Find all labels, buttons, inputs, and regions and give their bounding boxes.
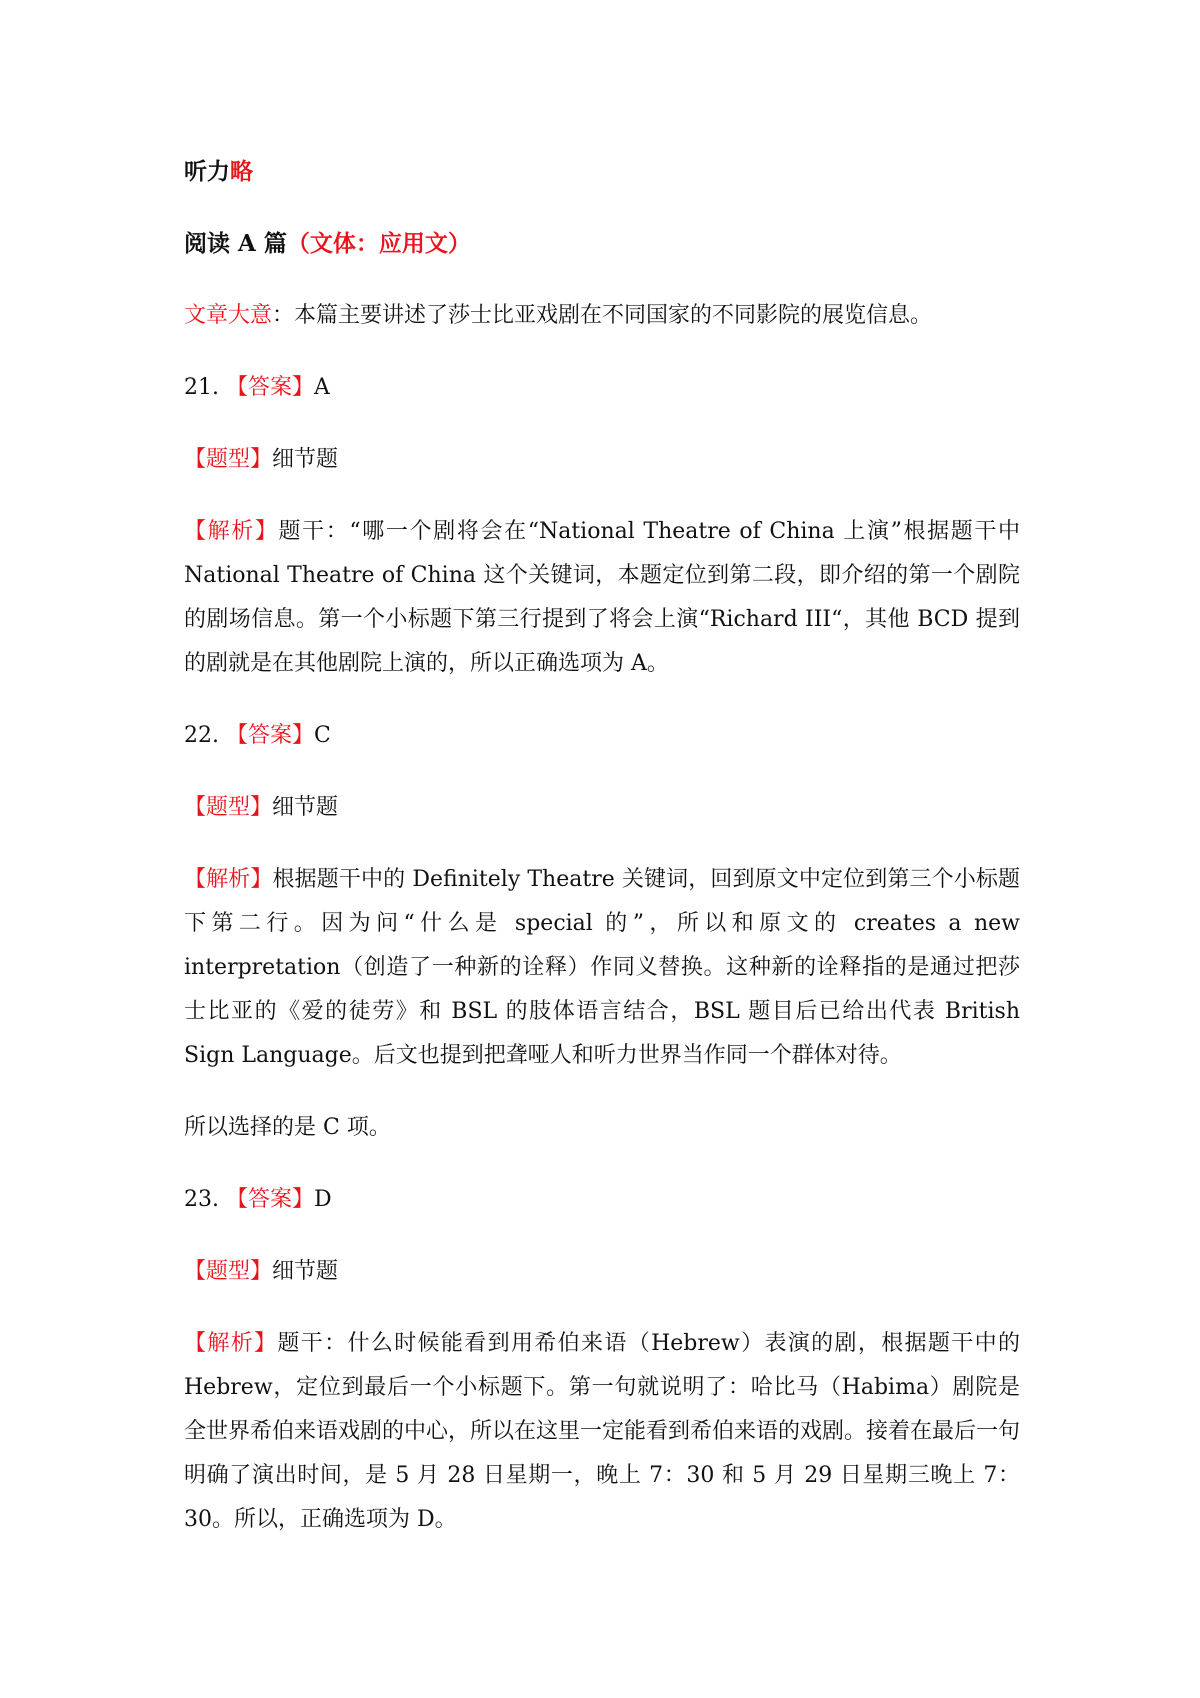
q22-answer-line: [184, 714, 1020, 758]
summary-separator: ：: [272, 303, 295, 328]
q21-number: 21.: [184, 375, 219, 400]
q23-number: 23.: [184, 1187, 219, 1212]
q21-analysis: [184, 510, 1020, 686]
q21-answer-tag: 【答案】: [226, 375, 315, 400]
listening-heading: [184, 150, 1020, 194]
q22-analysis-text: 根据题干中的 Definitely Theatre 关键词，回到原文中定位到第三个小标题下第二行。因为问“什么是 special 的”，所以和原文的 creates a new interpretation（创造了一种新的诠释）作同义替换。这种新的诠释指的是通过把莎士比亚的《爱的徒劳》和 BSL 的肢体语言结合，BSL 题目后已给出代表 British Sign Language。后文也提到把聋哑人和听力世界当作同一个群体对待。: [184, 867, 1020, 1068]
q23-answer-line: [184, 1178, 1020, 1222]
q23-analysis: [184, 1322, 1020, 1542]
q22-analysis-tag: 【解析】: [184, 867, 273, 892]
summary-label: 文章大意: [184, 303, 273, 328]
q23-type: 细节题: [272, 1259, 339, 1284]
q22-answer: C: [314, 723, 331, 748]
summary-text: 本篇主要讲述了莎士比亚戏剧在不同国家的不同影院的展览信息。: [294, 303, 933, 328]
q22-analysis: [184, 858, 1020, 1078]
q23-analysis-tag: 【解析】: [184, 1331, 278, 1356]
q21-analysis-tag: 【解析】: [184, 519, 279, 544]
document-body: [184, 150, 1020, 1570]
q21-answer: A: [314, 375, 330, 400]
q23-analysis-text: 题干：什么时候能看到用希伯来语（Hebrew）表演的剧，根据题干中的 Hebrew，定位到最后一个小标题下。第一句就说明了：哈比马（Habima）剧院是全世界希伯来语戏剧的中心，所以在这里一定能看到希伯来语的戏剧。接着在最后一句明确了演出时间，是 5 月 28 日星期一，晚上 7：30 和 5 月 29 日星期三晚上 7：30。所以，正确选项为 D。: [184, 1331, 1021, 1532]
reading-a-heading: [184, 222, 1020, 266]
q23-answer-tag: 【答案】: [226, 1187, 315, 1212]
q22-type-line: [184, 786, 1020, 830]
q22-conclusion: 所以选择的是 C 项。: [184, 1115, 391, 1140]
q22-number: 22.: [184, 723, 219, 748]
q23-type-tag: 【题型】: [184, 1259, 273, 1284]
q22-type: 细节题: [272, 795, 339, 820]
q22-answer-tag: 【答案】: [226, 723, 315, 748]
q21-type-tag: 【题型】: [184, 447, 273, 472]
q23-answer: D: [314, 1187, 332, 1212]
listening-note: 略: [230, 158, 253, 185]
reading-a-label: 阅读 A 篇: [184, 230, 287, 257]
reading-a-genre: （文体：应用文）: [286, 230, 471, 257]
q21-answer-line: [184, 366, 1020, 410]
q21-type: 细节题: [272, 447, 339, 472]
q22-type-tag: 【题型】: [184, 795, 273, 820]
q23-type-line: [184, 1250, 1020, 1294]
q21-analysis-text: 题干：“哪一个剧将会在“National Theatre of China 上演”根据题干中 National Theatre of China 这个关键词，本题定位到第二段，即介绍的第一个剧院的剧场信息。第一个小标题下第三行提到了将会上演“Richard III“，其他 BCD 提到的剧就是在其他剧院上演的，所以正确选项为 A。: [184, 519, 1020, 676]
summary-paragraph: [184, 294, 1020, 338]
listening-label: 听力: [184, 158, 230, 185]
q21-type-line: [184, 438, 1020, 482]
